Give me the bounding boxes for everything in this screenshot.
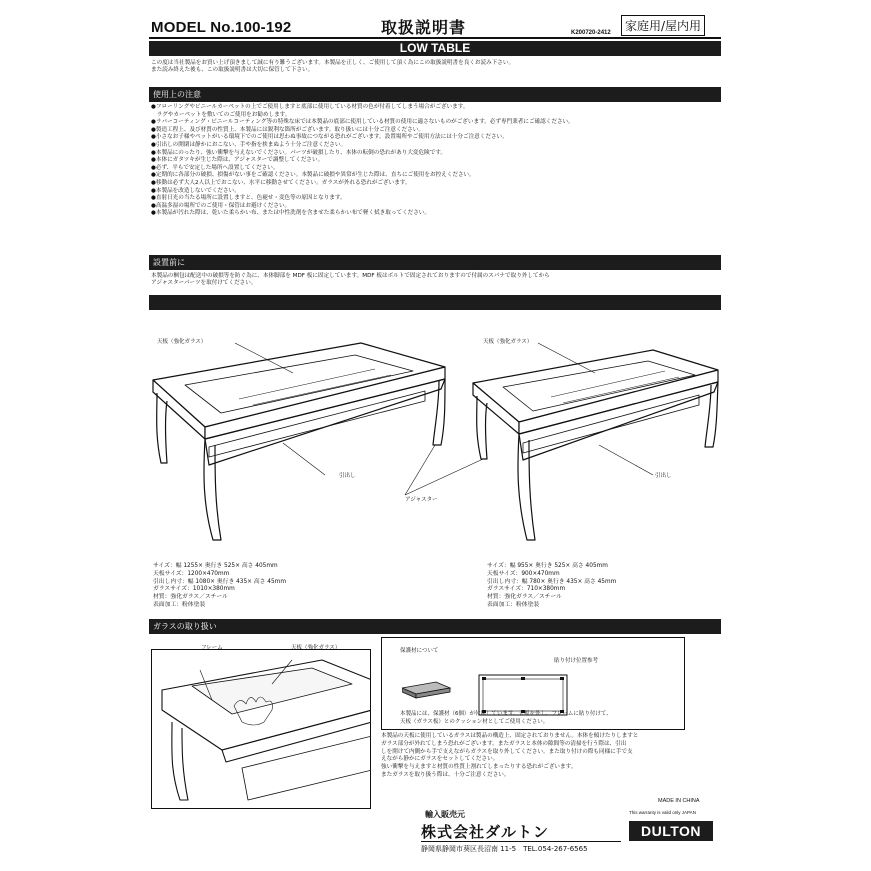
glass-note-line: ガラス部分が外れてしまう恐れがございます。またガラスと本体の隙間等の清掃を行う際は、引出 (381, 740, 627, 747)
label-adjuster: アジャスター (405, 497, 438, 503)
glass-heading: ガラスの取り扱い (149, 619, 721, 634)
list-item: ●移動は必ず大人2人以上でおこない、水平に移動させてください。ガラスが外れる恐れがございます。 (151, 179, 411, 186)
spec-large (153, 563, 286, 610)
list-item: ●製造工程上、及び材質の性質上、本製品には鋭利な箇所がございます。取り扱いには十分ご注意ください。 (151, 126, 424, 133)
header-divider (149, 37, 721, 39)
position-reference: 貼り付け位置参考 (554, 658, 599, 664)
protector-line: 天板（ガラス板）とのクッション材としてご使用ください。 (400, 719, 549, 725)
table-diagram (143, 315, 721, 560)
list-item: ●フローリングやビニールカーペットの上でご使用しますと底部に使用している材質の色が付着してしまう場合がございます。 (151, 104, 469, 110)
brand-logo: DULTON (629, 821, 713, 841)
list-item: ●必ず、平らで安定した場所へ設置してください。 (151, 164, 279, 171)
notes-list (151, 104, 723, 218)
spec-top: 天板サイズ：900×470mm (487, 570, 560, 577)
spec-top: 天板サイズ：1200×470mm (153, 570, 230, 577)
glass-note-line: えながら静かにガラスをセットしてください。 (381, 756, 499, 763)
usage-badge: 家庭用/屋内用 (621, 15, 705, 36)
glass-note-line: 強い衝撃を与えますと材質の性質上割れてしまったりする恐れがございます。 (381, 764, 577, 771)
protector-heading: 保護材について (400, 648, 439, 654)
list-item: ●本製品が汚れた際は、乾いた柔らかい布、または中性洗剤を含ませた柔らかい布で軽く拭き取ってください。 (151, 210, 430, 217)
label-drawer-left: 引出し (339, 473, 356, 479)
instruction-sheet (143, 15, 721, 861)
product-title-bar: LOW TABLE (149, 41, 721, 56)
glass-drawing (152, 650, 371, 809)
intro-line: この度は当社製品をお買い上げ頂きまして誠に有り難うございます。本製品を正しく、ご使用して頂く為にこの取扱説明書を良くお読み下さい。 (151, 60, 515, 66)
label-glass-top: 天板（強化ガラス） (291, 645, 341, 651)
spec-small (487, 563, 616, 610)
importer-label: 輸入販売元 (425, 810, 465, 819)
intro-line: また読み終えた後も、この取扱説明書は大切に保管して下さい。 (151, 67, 314, 74)
spec-glass: ガラスサイズ：1010×380mm (153, 586, 235, 593)
setup-heading: 設置前に (149, 255, 721, 270)
list-item: ●引出しの開閉は静かにおこない、手や指を挟まぬよう十分ご注意ください。 (151, 141, 347, 148)
list-item: ●ラバーコーティング・ビニールコーティング等の特殊な床では本製品の底部に使用している材質の使用に適さないものがございます。必ず専門業者にご確認ください。 (151, 119, 574, 126)
glass-note-line: 本製品の天板に使用しているガラスは製品の構造上、固定されておりません。本体を傾けたりしますと (381, 733, 639, 739)
protector-pad-drawing (402, 678, 452, 700)
address-divider (421, 841, 621, 842)
protector-line: 本製品には、保護材（6個）が付属しています。天板を外し、フレームに貼り付けて、 (400, 711, 612, 717)
small-table-drawing (473, 350, 718, 540)
model-number: MODEL No.100-192 (151, 19, 292, 36)
glass-illustration (151, 649, 371, 809)
list-item: ●高温多湿の場所でのご使用・保管はお避けください。 (151, 202, 291, 209)
made-in: MADE IN CHINA (658, 798, 700, 804)
setup-line: 本製品の梱包は配送中の破損等を防ぐ為に、本体脚部を MDF 板に固定しています。MDF 板はボルトで固定されておりますので付属のスパナで取り外してから (151, 273, 550, 279)
notes-heading: 使用上の注意 (149, 87, 721, 102)
spec-finish: 表面加工：粉体塗装 (487, 601, 540, 608)
company-address: 静岡県静岡市葵区長沼南 11-5 TEL.054-267-6565 (421, 845, 588, 853)
list-item: ●直射日光の当たる場所に設置しますと、色褪せ・変色等の原因となります。 (151, 195, 346, 202)
document-number: K200720-2412 (571, 30, 611, 36)
warranty-validity: This warranty is valid only JAPAN (629, 810, 696, 815)
intro-text (151, 60, 711, 75)
setup-text (151, 273, 711, 288)
list-item: ラグやカーペットを敷いてのご使用をお勧めします。 (151, 111, 291, 118)
protector-text (400, 710, 612, 726)
spec-size: サイズ：幅 1255× 奥行き 525× 高さ 405mm (153, 563, 278, 569)
company-name: 株式会社ダルトン (421, 823, 550, 841)
label-top-right: 天板（強化ガラス） (483, 339, 533, 345)
spec-size: サイズ：幅 955× 奥行き 525× 高さ 405mm (487, 563, 608, 569)
glass-note-line: またガラスを取り扱う際は、十分ご注意ください。 (381, 771, 510, 778)
large-table-drawing (153, 343, 445, 540)
label-drawer-right: 引出し (655, 473, 672, 479)
label-frame: フレーム (201, 645, 223, 651)
protector-box (381, 637, 685, 730)
list-item: ●定期的に各部分の破損、損傷がない事をご確認ください。本製品に破損や異常が生じた際は、直ちにご使用をお控えください。 (151, 172, 475, 179)
glass-note (381, 733, 721, 780)
list-item: ●本体にガタツキが生じた際は、アジャスターで調整してください。 (151, 157, 324, 164)
diagram-bar (149, 295, 721, 310)
spec-glass: ガラスサイズ：710×380mm (487, 586, 566, 593)
list-item: ●本製品を改造しないでください。 (151, 187, 240, 194)
list-item: ●本製品にのったり、強い衝撃を与えないでください。パーツが破損したり、本体の転倒の恐れがあり大変危険です。 (151, 149, 447, 156)
spec-drawer: 引出し内寸：幅 780× 奥行き 435× 高さ 45mm (487, 578, 617, 585)
spec-drawer: 引出し内寸：幅 1080× 奥行き 435× 高さ 45mm (153, 578, 286, 585)
spec-finish: 表面加工：粉体塗装 (153, 601, 206, 608)
label-top-left: 天板（強化ガラス） (157, 339, 207, 345)
spec-material: 材質：強化ガラス／スチール (487, 594, 562, 601)
spec-material: 材質：強化ガラス／スチール (153, 594, 228, 601)
setup-line: アジャスターパーツを取付けてください。 (151, 280, 257, 287)
glass-note-line: しを開けて内側から手で支えながらガラスを取り外してください。また取り付けの際も同様に手で支 (381, 748, 633, 755)
list-item: ●小さなお子様やペットがいる環境下でのご使用は思わぬ事故につながる恐れがございます。設置場所やご使用方法には十分ご注意ください。 (151, 134, 508, 141)
document-title: 取扱説明書 (381, 18, 467, 37)
